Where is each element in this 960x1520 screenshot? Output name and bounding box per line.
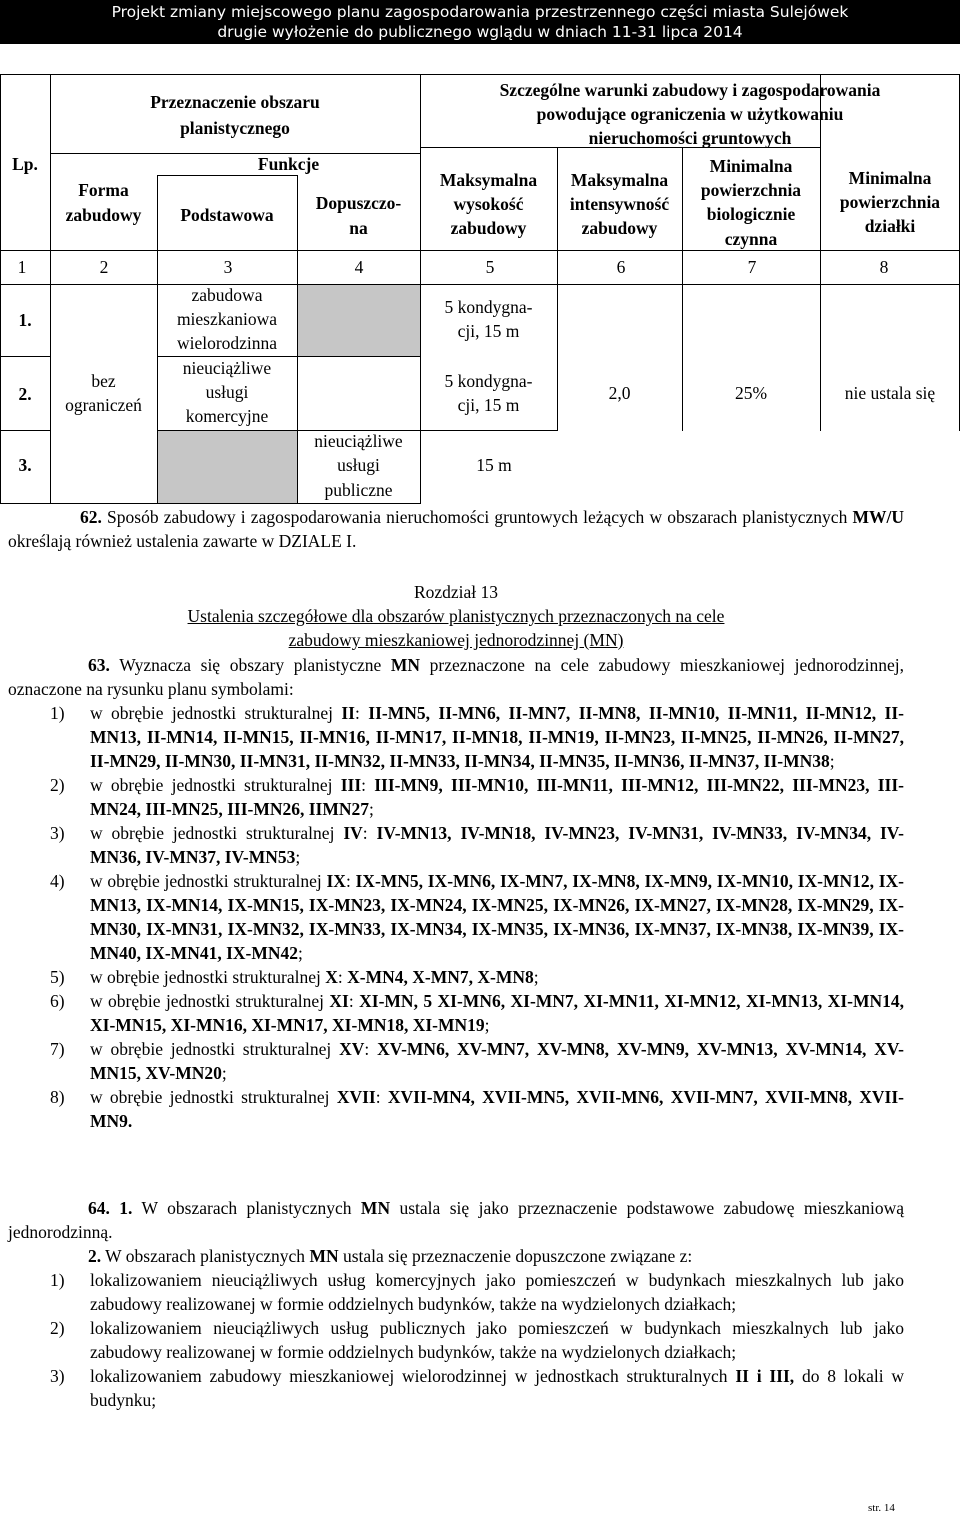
- list-item: 5) w obrębie jednostki strukturalnej X: X-MN4, X-MN7, X-MN8;: [50, 967, 539, 987]
- zoning-table: [0, 74, 960, 504]
- header-dopuszczona-1: Dopuszczo-: [315, 193, 402, 213]
- header-line-1: Projekt zmiany miejscowego planu zagospodarowania przestrzennego części miasta Sulejówek: [111, 3, 849, 21]
- row-1-podstawowa: wielorodzinna: [176, 333, 278, 353]
- list-item: 2) w obrębie jednostki strukturalnej III: III-MN9, III-MN10, III-MN11, III-MN12, III-MN22, III-MN23, III-MN24, III-MN25, III-MN26, IIMN27;: [50, 775, 904, 819]
- header-podstawowa: Podstawowa: [180, 205, 274, 225]
- list-item: 7) w obrębie jednostki strukturalnej XV: XV-MN6, XV-MN7, XV-MN8, XV-MN9, XV-MN13, XV-MN14, XV-MN15, XV-MN20;: [50, 1039, 904, 1083]
- paragraph-62: 62. Sposób zabudowy i zagospodarowania nieruchomości gruntowych leżących w obszarach planistycznych MW/U określają również ustalenia zawarte w DZIALE I.: [8, 507, 904, 551]
- paragraph-number: 62.: [80, 507, 102, 527]
- header-maxint-1: Maksymalna: [570, 170, 669, 190]
- list-item: 2) lokalizowaniem nieuciążliwych usług publicznych jako pomieszczeń w budynkach mieszkalnych lub jako zabudowy realizowanej w formie oddzielnych budynków, także na wydzielonych działkach;: [50, 1318, 904, 1362]
- header-szczegolne-3: nieruchomości gruntowych: [588, 128, 792, 148]
- list-item: 4) w obrębie jednostki strukturalnej IX: IX-MN5, IX-MN6, IX-MN7, IX-MN8, IX-MN9, IX-MN10, IX-MN12, IX-MN13, IX-MN14, IX-MN15, IX-MN23, IX-MN24, IX-MN25, IX-MN26, IX-MN27, IX-MN28, IX-MN29, IX-MN30, IX-MN31, IX-MN32, IX-MN33, IX-MN34, IX-MN35, IX-MN36, IX-MN37, IX-MN38, IX-MN39, IX-MN40, IX-MN41, IX-MN42;: [50, 871, 904, 963]
- header-maxwys-2: wysokość: [453, 194, 524, 214]
- list-item: 8) w obrębie jednostki strukturalnej XVII: XVII-MN4, XVII-MN5, XVII-MN6, XVII-MN7, XVII-MN8, XVII-MN9.: [50, 1087, 904, 1131]
- header-szczegolne-1: Szczególne warunki zabudowy i zagospodarowania: [499, 80, 881, 100]
- header-mindz-3: działki: [864, 216, 916, 236]
- row-1-wysokosc: 5 kondygna-: [444, 297, 533, 317]
- row-2-wysokosc: 5 kondygna-: [444, 371, 533, 391]
- header-szczegolne-2: powodujące ograniczenia w użytkowaniu: [536, 104, 844, 124]
- list-item: 1) lokalizowaniem nieuciążliwych usług komercyjnych jako pomieszczeń w budynkach mieszkalnych lub jako zabudowy realizowanej w formie oddzielnych budynków, także na wydzielonych działkach;: [50, 1270, 904, 1314]
- row-2-wysokosc: cji, 15 m: [457, 395, 520, 415]
- row-1-podstawowa: zabudowa: [191, 285, 263, 305]
- row-3-dopuszczona: nieuciążliwe: [314, 431, 403, 451]
- header-minbio-4: czynna: [724, 229, 778, 249]
- row-2-podstawowa: usługi: [205, 382, 249, 402]
- column-number: 6: [616, 257, 626, 277]
- row-2-podstawowa: nieuciążliwe: [182, 358, 272, 378]
- chapter-number: Rozdział 13: [413, 582, 499, 602]
- row-2-lp: 2.: [18, 384, 32, 404]
- header-dopuszczona-2: na: [349, 218, 368, 238]
- row-3-dopuszczona: usługi: [337, 455, 380, 475]
- mn-areas-list: [8, 701, 904, 1133]
- header-minbio-1: Minimalna: [709, 156, 793, 176]
- intensywnosc-value: 2,0: [608, 383, 631, 403]
- chapter-title: Ustalenia szczegółowe dla obszarów planistycznych przeznaczonych na cele: [187, 606, 725, 626]
- page-number: str. 14: [868, 1502, 895, 1514]
- header-mindz-2: powierzchnia: [839, 192, 941, 212]
- row-3-wysokosc: 15 m: [476, 455, 512, 475]
- header-przeznaczenie-1: Przeznaczenie obszaru: [150, 92, 320, 112]
- column-number: 8: [879, 257, 889, 277]
- header-minbio-3: biologicznie: [706, 204, 796, 224]
- powierzchnia-biologiczna-value: 25%: [734, 383, 768, 403]
- row-1-lp: 1.: [18, 310, 32, 330]
- header-mindz-1: Minimalna: [848, 168, 932, 188]
- list-item: 3) lokalizowaniem zabudowy mieszkaniowej wielorodzinnej w jednostkach strukturalnych II i III, do 8 lokali w budynku;: [50, 1366, 904, 1410]
- paragraph-64: 64. 1. W obszarach planistycznych MN ustala się jako przeznaczenie podstawowe zabudowę mieszkaniową jednorodzinną. 2. W obszarach planistycznych MN ustala się przeznaczenie dopuszczone związane z: 1) lokalizowaniem nieuciążliwych usług komercyjnych jako pomieszczeń w budynkach mieszkalnych lub jako zabudowy realizowanej w formie oddzielnych budynków, także na wydzielonych działkach; 2) lokalizowaniem nieuciążliwych usług publicznych jako pomieszczeń w budynkach mieszkalnych lub jako zabudowy realizowanej w formie oddzielnych budynków, także na wydzielonych działkach; 3) lokalizowaniem zabudowy mieszkaniowej wielorodzinnej w jednostkach strukturalnych II i III, do 8 lokali w budynku;: [8, 1198, 905, 1410]
- header-forma-2: zabudowy: [65, 205, 142, 225]
- header-maxint-3: zabudowy: [581, 218, 658, 238]
- header-lp: Lp.: [12, 154, 38, 174]
- paragraph-number: 64. 1.: [88, 1198, 133, 1218]
- column-number: 4: [354, 257, 364, 277]
- list-item: 6) w obrębie jednostki strukturalnej XI: XI-MN, 5 XI-MN6, XI-MN7, XI-MN11, XI-MN12, XI-MN13, XI-MN14, XI-MN15, XI-MN16, XI-MN17, XI-MN18, XI-MN19;: [50, 991, 904, 1035]
- shaded-cell: [157, 430, 297, 503]
- paragraph-number: 63.: [88, 655, 110, 675]
- column-number: 3: [223, 257, 233, 277]
- paragraph-number: 2.: [88, 1246, 102, 1266]
- permitted-uses-list: [8, 1268, 904, 1412]
- header-funkcje: Funkcje: [257, 154, 320, 174]
- header-przeznaczenie-2: planistycznego: [180, 118, 290, 138]
- header-maxwys-3: zabudowy: [450, 218, 527, 238]
- row-3-lp: 3.: [18, 455, 32, 475]
- chapter-heading: [8, 580, 904, 652]
- column-number: 1: [17, 257, 27, 277]
- column-number: 5: [485, 257, 495, 277]
- row-3-dopuszczona: publiczne: [324, 480, 393, 500]
- header-line-2: drugie wyłożenie do publicznego wglądu w dniach 11-31 lipca 2014: [217, 23, 743, 41]
- header-minbio-2: powierzchnia: [700, 180, 802, 200]
- header-forma-1: Forma: [78, 180, 129, 200]
- paragraph-63: 63. Wyznacza się obszary planistyczne MN przeznaczone na cele zabudowy mieszkaniowej jednorodzinnej, oznaczone na rysunku planu symbolami: 1) w obrębie jednostki strukturalnej II: II-MN5, II-MN6, II-MN7, II-MN8, II-MN10, II-MN11, II-MN12, II-MN13, II-MN14, II-MN15, II-MN16, II-MN17, II-MN18, II-MN19, II-MN23, II-MN25, II-MN26, II-MN27, II-MN29, II-MN30, II-MN31, II-MN32, II-MN33, II-MN34, II-MN35, II-MN36, II-MN37, II-MN38; 2) w obrębie jednostki strukturalnej III: III-MN9, III-MN10, III-MN11, III-MN12, III-MN22, III-MN23, III-MN24, III-MN25, III-MN26, IIMN27; 3) w obrębie jednostki strukturalnej IV: IV-MN13, IV-MN18, IV-MN23, IV-MN31, IV-MN33, IV-MN34, IV-MN36, IV-MN37, IV-MN53; 4) w obrębie jednostki strukturalnej IX: IX-MN5, IX-MN6, IX-MN7, IX-MN8, IX-MN9, IX-MN10, IX-MN12, IX-MN13, IX-MN14, IX-MN15, IX-MN23, IX-MN24, IX-MN25, IX-MN26, IX-MN27, IX-MN28, IX-MN29, IX-MN30, IX-MN31, IX-MN32, IX-MN33, IX-MN34, IX-MN35, IX-MN36, IX-MN37, IX-MN38, IX-MN39, IX-MN40, IX-MN41, IX-MN42; 5) w obrębie jednostki strukturalnej X: X-MN4, X-MN7, X-MN8; 6) w obrębie jednostki strukturalnej XI: XI-MN, 5 XI-MN6, XI-MN7, XI-MN11, XI-MN12, XI-MN13, XI-MN14, XI-MN15, XI-MN16, XI-MN17, XI-MN18, XI-MN19; 7) w obrębie jednostki strukturalnej XV: XV-MN6, XV-MN7, XV-MN8, XV-MN9, XV-MN13, XV-MN14, XV-MN15, XV-MN20; 8) w obrębie jednostki strukturalnej XVII: XVII-MN4, XVII-MN5, XVII-MN6, XVII-MN7, XVII-MN8, XVII-MN9.: [8, 655, 904, 1131]
- list-item: 3) w obrębie jednostki strukturalnej IV: IV-MN13, IV-MN18, IV-MN23, IV-MN31, IV-MN33, IV-MN34, IV-MN36, IV-MN37, IV-MN53;: [50, 823, 904, 867]
- shaded-cell: [297, 284, 420, 356]
- header-maxwys-1: Maksymalna: [439, 170, 538, 190]
- document-header: [0, 0, 960, 44]
- row-1-wysokosc: cji, 15 m: [457, 321, 520, 341]
- chapter-title: zabudowy mieszkaniowej jednorodzinnej (MN): [288, 630, 624, 650]
- list-item: 1) w obrębie jednostki strukturalnej II: II-MN5, II-MN6, II-MN7, II-MN8, II-MN10, II-MN11, II-MN12, II-MN13, II-MN14, II-MN15, II-MN16, II-MN17, II-MN18, II-MN19, II-MN23, II-MN25, II-MN26, II-MN27, II-MN29, II-MN30, II-MN31, II-MN32, II-MN33, II-MN34, II-MN35, II-MN36, II-MN37, II-MN38;: [50, 703, 904, 771]
- row-2-podstawowa: komercyjne: [185, 406, 269, 426]
- column-number: 2: [99, 257, 109, 277]
- column-number: 7: [747, 257, 757, 277]
- header-maxint-2: intensywność: [569, 194, 670, 214]
- forma-zabudowy: ograniczeń: [65, 395, 142, 415]
- row-1-podstawowa: mieszkaniowa: [176, 309, 278, 329]
- powierzchnia-dzialki-value: nie ustala się: [844, 383, 936, 403]
- forma-zabudowy: bez: [91, 371, 116, 391]
